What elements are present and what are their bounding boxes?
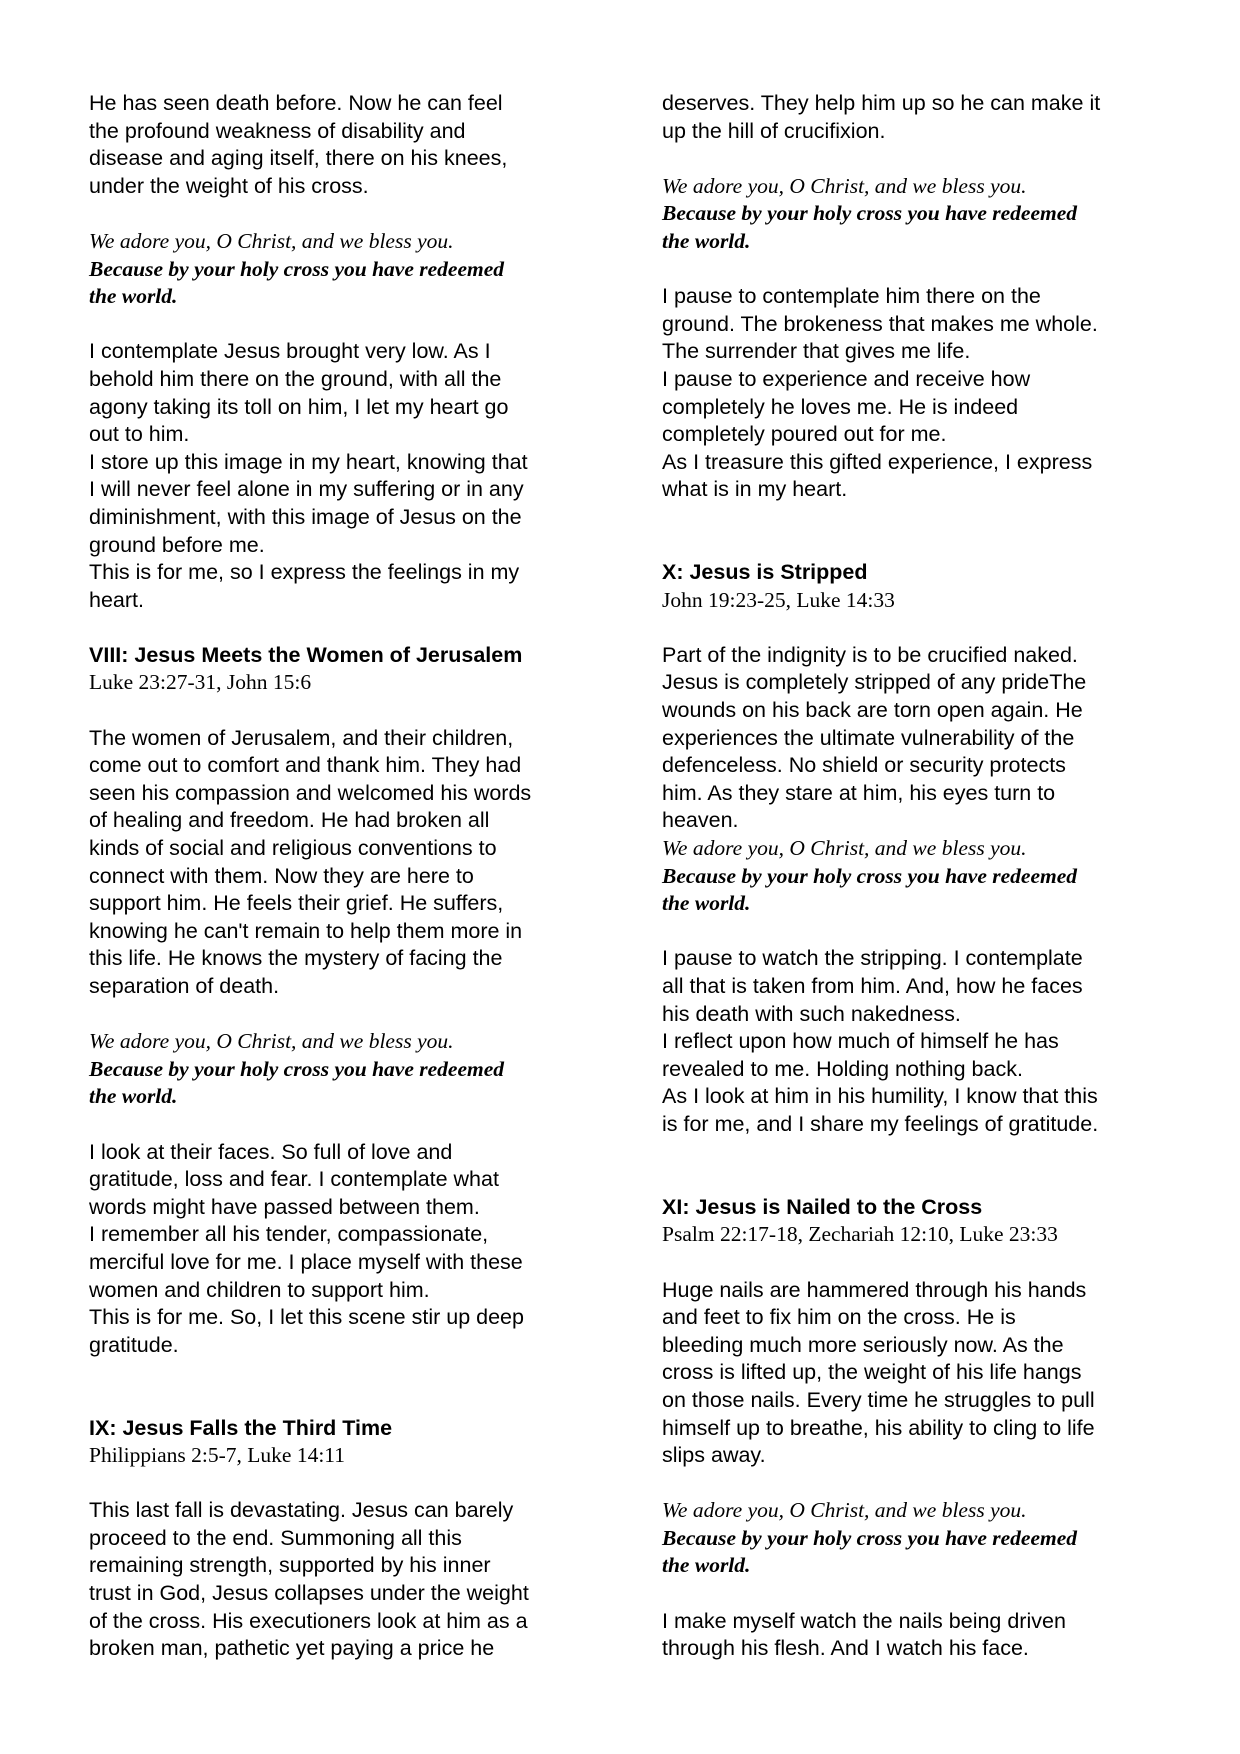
response-versicle: We adore you, O Christ, and we bless you. bbox=[662, 1498, 1027, 1523]
paragraph: I make myself watch the nails being driven through his flesh. And I watch his face. bbox=[662, 1608, 1066, 1661]
paragraph: I pause to contemplate him there on the ground. The brokeness that makes me whole. The surrender that gives me life. I pause to experience and receive how completely he loves me. He is indeed completely poured out for me. As I treasure this gifted experience, I express what is in my heart. bbox=[662, 284, 1098, 502]
paragraph: deserves. They help him up so he can make it up the hill of crucifixion. bbox=[662, 91, 1101, 143]
scripture-reference: Luke 23:27-31, John 15:6 bbox=[89, 670, 312, 695]
station-heading: IX: Jesus Falls the Third Time bbox=[89, 1415, 393, 1440]
left-column bbox=[89, 90, 609, 1663]
response-reply: Because by your holy cross you have redeemed the world. bbox=[662, 201, 1077, 253]
response-reply: Because by your holy cross you have redeemed the world. bbox=[89, 256, 504, 309]
response-versicle: We adore you, O Christ, and we bless you. bbox=[662, 836, 1027, 861]
right-column bbox=[662, 90, 1182, 1663]
station-heading: XI: Jesus is Nailed to the Cross bbox=[662, 1194, 983, 1219]
paragraph: Huge nails are hammered through his hands and feet to fix him on the cross. He is bleeding much more seriously now. As the cross is lifted up, the weight of his life hangs on those nails. Every time he struggles to pull himself up to breathe, his ability to cling to life slips away. bbox=[662, 1277, 1095, 1468]
response-versicle: We adore you, O Christ, and we bless you. bbox=[89, 1029, 454, 1054]
response-versicle: We adore you, O Christ, and we bless you. bbox=[662, 173, 1027, 198]
station-heading: X: Jesus is Stripped bbox=[662, 560, 868, 585]
paragraph: The women of Jerusalem, and their children, come out to comfort and thank him. They had seen his compassion and welcomed his words of healing and freedom. He had broken all kinds of social and religious conventions to connect with them. Now they are here to support him. He feels their grief. He suffers, knowing he can't remain to help them more in this life. He knows the mystery of facing the separation of death. bbox=[89, 725, 532, 998]
scripture-reference: Psalm 22:17-18, Zechariah 12:10, Luke 23:33 bbox=[662, 1222, 1058, 1247]
paragraph: He has seen death before. Now he can feel the profound weakness of disability and disease and aging itself, there on his knees, under the weight of his cross. bbox=[89, 91, 508, 198]
paragraph: This last fall is devastating. Jesus can barely proceed to the end. Summoning all this remaining strength, supported by his inner trust in God, Jesus collapses under the weight of the cross. His executioners look at him as a broken man, pathetic yet paying a price he bbox=[89, 1498, 529, 1661]
paragraph: I contemplate Jesus brought very low. As I behold him there on the ground, with all the agony taking its toll on him, I let my heart go out to him. I store up this image in my heart, knowing that I will never feel alone in my suffering or in any diminishment, with this image of Jesus on the ground before me. This is for me, so I express the feelings in my heart. bbox=[89, 339, 528, 612]
response-reply: Because by your holy cross you have redeemed the world. bbox=[662, 863, 1077, 916]
response-reply: Because by your holy cross you have redeemed the world. bbox=[89, 1056, 504, 1109]
scripture-reference: Philippians 2:5-7, Luke 14:11 bbox=[89, 1443, 345, 1468]
paragraph: I look at their faces. So full of love and gratitude, loss and fear. I contemplate what words might have passed between them. I remember all his tender, compassionate, merciful love for me. I place myself with these women and children to support him. This is for me. So, I let this scene stir up deep gratitude. bbox=[89, 1139, 524, 1357]
scripture-reference: John 19:23-25, Luke 14:33 bbox=[662, 587, 895, 612]
station-heading: VIII: Jesus Meets the Women of Jerusalem bbox=[89, 642, 523, 667]
paragraph: Part of the indignity is to be crucified naked. Jesus is completely stripped of any prideThe wounds on his back are torn open again. He experiences the ultimate vulnerability of the defenceless. No shield or security protects him. As they stare at him, his eyes turn to heaven. bbox=[662, 642, 1087, 833]
response-reply: Because by your holy cross you have redeemed the world. bbox=[662, 1525, 1077, 1578]
response-versicle: We adore you, O Christ, and we bless you. bbox=[89, 228, 454, 253]
paragraph: I pause to watch the stripping. I contemplate all that is taken from him. And, how he faces his death with such nakedness. I reflect upon how much of himself he has revealed to me. Holding nothing back. As I look at him in his humility, I know that this is for me, and I share my feelings of gratitude. bbox=[662, 946, 1099, 1136]
